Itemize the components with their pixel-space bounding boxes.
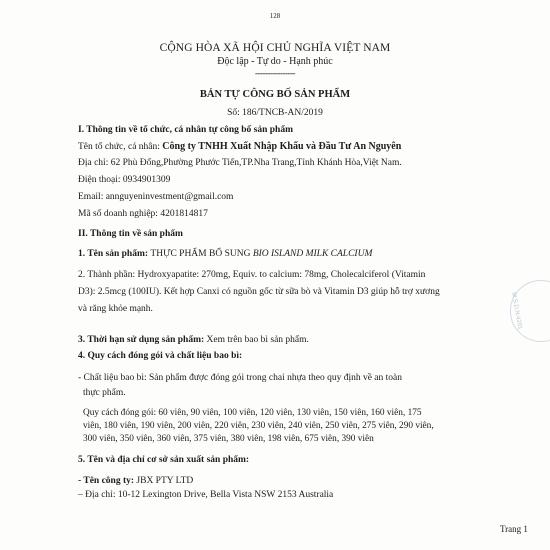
document-title: BẢN TỰ CÔNG BỐ SẢN PHẨM: [199, 89, 351, 100]
item4-heading: 4. Quy cách đóng gói và chất liệu bao bì:: [78, 351, 243, 361]
item4-material-line1: - Chất liệu bao bì: Sản phẩm được đóng gói trong chai nhựa theo quy định về an toàn: [78, 373, 403, 383]
org-value: Công ty TNHH Xuất Nhập Khẩu và Đầu Tư An Nguyên: [162, 141, 402, 152]
address-line: Địa chỉ: 62 Phù Đổng,Phường Phước Tiến,TP.Nha Trang,Tỉnh Khánh Hòa,Việt Nam.: [78, 158, 402, 168]
stamp-text: M.S.D.N:4201: [510, 292, 523, 331]
item2-line2: D3): 2.5mcg (100IU). Kết hợp Canxi có nguồn gốc từ sữa bò và Vitamin D3 giúp hỗ trợ xương: [78, 287, 440, 297]
company-label: - Tên công ty:: [78, 476, 137, 486]
item2-line1: 2. Thành phần: Hydroxyapatite: 270mg, Equiv. to calcium: 78mg, Cholecalciferol (Vitamin: [78, 270, 426, 280]
item1-prefix: THỰC PHẨM BỔ SUNG: [150, 249, 253, 259]
org-line: [78, 141, 401, 152]
motto: Độc lập - Tự do - Hạnh phúc: [217, 56, 333, 67]
org-label: Tên tổ chức, cá nhân:: [78, 142, 163, 152]
phone-line: Điện thoại: 0934901309: [78, 175, 171, 185]
document-number: Số: 186/TNCB-AN/2019: [227, 108, 323, 118]
item5-heading: 5. Tên và địa chỉ cơ sở sản xuất sản phẩm:: [78, 455, 250, 465]
item4-pack-line2: viên, 180 viên, 190 viên, 200 viên, 220 viên, 230 viên, 240 viên, 250 viên, 275 viên, 290 viên,: [83, 421, 434, 431]
company-line: [78, 476, 193, 486]
section1-heading: I. Thông tin về tổ chức, cá nhân tự công bố sản phẩm: [78, 125, 293, 135]
item1-label: 1. Tên sản phẩm:: [78, 249, 151, 259]
item1-line: [78, 249, 372, 259]
tax-line: Mã số doanh nghiệp: 4201814817: [78, 209, 208, 219]
item3-label: 3. Thời hạn sử dụng sản phẩm:: [78, 335, 207, 345]
item3-value: Xem trên bao bì sản phẩm.: [206, 335, 309, 345]
item4-material-line2: thực phẩm.: [83, 388, 126, 398]
section2-heading: II. Thông tin về sản phẩm: [78, 229, 183, 239]
company-value: JBX PTY LTD: [136, 476, 194, 486]
item3-line: [78, 335, 309, 345]
company-address: – Địa chỉ: 10-12 Lexington Drive, Bella Vista NSW 2153 Australia: [78, 490, 334, 500]
republic-header: CỘNG HÒA XÃ HỘI CHỦ NGHĨA VIỆT NAM: [159, 42, 391, 54]
header-underline: ----------------: [255, 68, 295, 78]
item4-pack-line1: Quy cách đóng gói: 60 viên, 90 viên, 100 viên, 120 viên, 130 viên, 150 viên, 160 viên, 175: [83, 408, 422, 418]
item2-line3: và răng khỏe mạnh.: [78, 304, 153, 314]
email-line: Email: annguyeninvestment@gmail.com: [78, 192, 234, 202]
item1-name: BIO ISLAND MILK CALCIUM: [252, 249, 373, 259]
page-footer: Trang 1: [500, 524, 528, 534]
item4-pack-line3: 300 viên, 350 viên, 360 viên, 375 viên, 380 viên, 198 viên, 675 viên, 390 viên: [83, 434, 374, 444]
page-number: 128: [269, 12, 281, 20]
